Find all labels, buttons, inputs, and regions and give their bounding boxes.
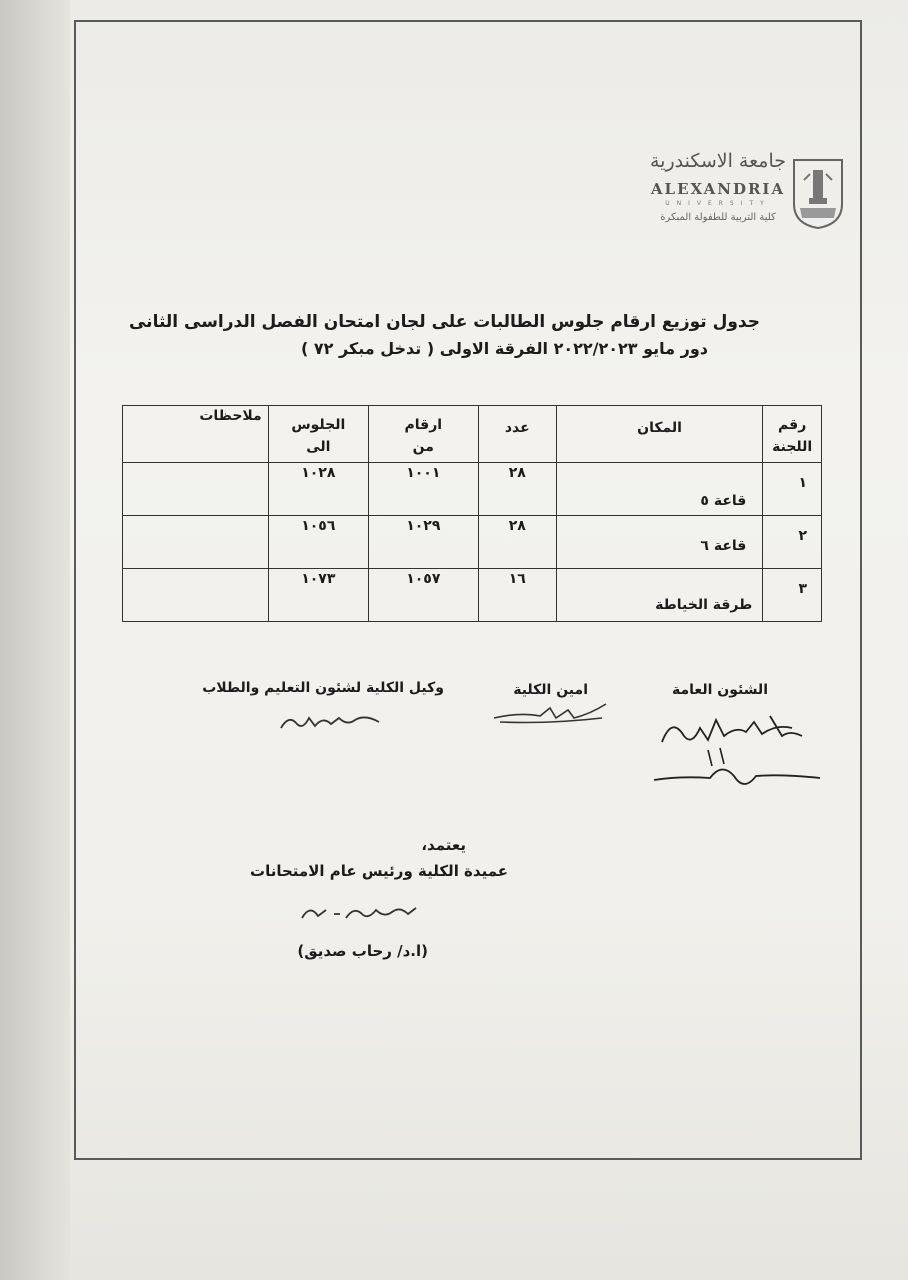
dean-signature <box>296 898 426 928</box>
cell-seat-to: ١٠٥٦ <box>268 516 368 569</box>
cell-committee-number: ٢ <box>763 516 822 569</box>
dean-name: (ا.د/ رحاب صديق) <box>297 942 428 960</box>
cell-notes <box>123 463 269 516</box>
cell-place: طرقة الخياطة <box>556 569 763 622</box>
document-title: جدول توزيع ارقام جلوس الطالبات على لجان امتحان الفصل الدراسى الثانى <box>128 312 760 332</box>
table-row <box>123 569 822 622</box>
cell-committee-number: ٣ <box>763 569 822 622</box>
table-row <box>123 463 822 516</box>
cell-seat-to: ١٠٢٨ <box>268 463 368 516</box>
header-notes: ملاحظات <box>123 406 269 463</box>
document-subtitle: دور مايو ٢٠٢٢/٢٠٢٣ الفرقة الاولى ( تدخل مبكر ٧٢ ) <box>300 339 708 358</box>
logo-arabic-name: جامعة الاسكندرية <box>650 150 786 172</box>
secretary-signature <box>490 700 610 730</box>
logo-english-name: ALEXANDRIA <box>650 180 786 198</box>
general-affairs-label: الشئون العامة <box>672 682 768 698</box>
table-row <box>123 516 822 569</box>
general-affairs-signature <box>650 706 825 806</box>
logo-faculty-name: كلية التربية للطفولة المبكرة <box>660 212 776 223</box>
vice-dean-label: وكيل الكلية لشئون التعليم والطلاب <box>202 680 444 696</box>
dean-title: عميدة الكلية ورئيس عام الامتحانات <box>250 862 508 880</box>
approval-heading: يعتمد، <box>421 836 466 854</box>
cell-seat-from: ١٠٥٧ <box>368 569 478 622</box>
header-committee-number: رقم اللجنة <box>763 406 822 463</box>
cell-count: ٢٨ <box>478 463 556 516</box>
page-edge-shadow <box>0 0 70 1280</box>
university-logo <box>648 150 848 240</box>
table-header-row <box>123 406 822 463</box>
college-secretary-label: امين الكلية <box>513 682 588 698</box>
cell-seat-from: ١٠٢٩ <box>368 516 478 569</box>
header-seat-to: الجلوس الى <box>268 406 368 463</box>
cell-committee-number: ١ <box>763 463 822 516</box>
header-seat-from: ارقام من <box>368 406 478 463</box>
cell-place: قاعة ٥ <box>556 463 763 516</box>
cell-count: ٢٨ <box>478 516 556 569</box>
vice-dean-signature <box>275 706 385 736</box>
cell-seat-from: ١٠٠١ <box>368 463 478 516</box>
lighthouse-emblem-icon <box>790 156 846 230</box>
cell-place: قاعة ٦ <box>556 516 763 569</box>
cell-notes <box>123 569 269 622</box>
seating-table <box>122 405 822 622</box>
header-place: المكان <box>556 406 763 463</box>
logo-english-sub: UNIVERSITY <box>665 200 771 207</box>
header-count: عدد <box>478 406 556 463</box>
cell-count: ١٦ <box>478 569 556 622</box>
cell-notes <box>123 516 269 569</box>
cell-seat-to: ١٠٧٣ <box>268 569 368 622</box>
